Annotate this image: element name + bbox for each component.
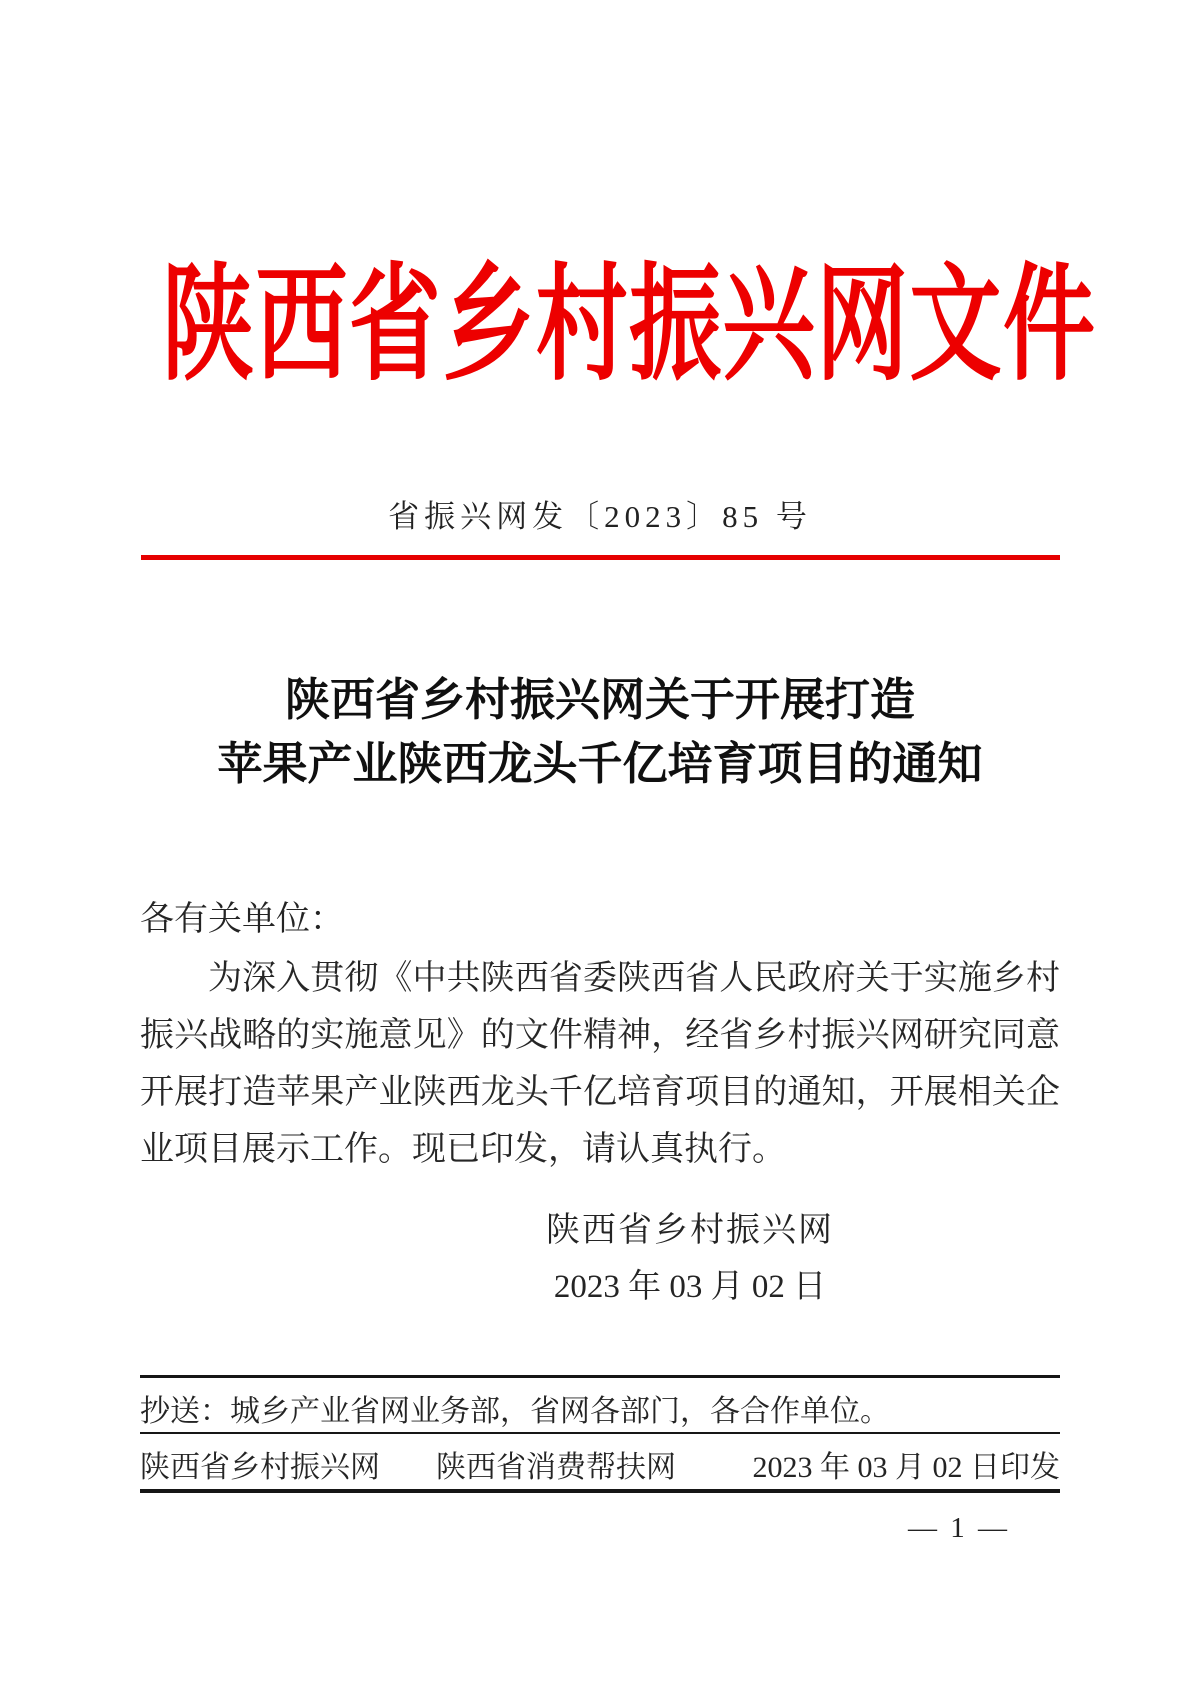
cc-recipients: 城乡产业省网业务部，省网各部门，各合作单位。 — [230, 1395, 890, 1428]
document-number: 省振兴网发〔2023〕85 号 — [388, 499, 812, 534]
footer-rule-bottom — [140, 1489, 1060, 1493]
masthead-title: 陕西省乡村振兴网文件 — [162, 257, 1097, 396]
issuer-org-secondary: 陕西省消费帮扶网 — [436, 1451, 676, 1484]
document-title-line-1: 陕西省乡村振兴网关于开展打造 — [284, 675, 915, 725]
footer-rule-middle — [140, 1432, 1060, 1434]
signature-block — [450, 1208, 930, 1310]
cc-line — [140, 1391, 1060, 1433]
signature-date: 2023 年 03 月 02 日 — [553, 1269, 827, 1305]
print-date: 2023 年 03 月 02 日印发 — [752, 1451, 1060, 1484]
body-paragraph: 为深入贯彻《中共陕西省委陕西省人民政府关于实施乡村振兴战略的实施意见》的文件精神，经省乡村振兴网研究同意开展打造苹果产业陕西龙头千亿培育项目的通知，开展相关企业项目展示工作。现已印发，请认真执行。 — [140, 960, 1060, 1168]
document-title-line-2: 苹果产业陕西龙头千亿培育项目的通知 — [217, 739, 983, 789]
issuer-row — [140, 1447, 1060, 1489]
salutation: 各有关单位： — [140, 901, 344, 938]
document-title — [0, 668, 1200, 796]
signature-organization: 陕西省乡村振兴网 — [546, 1212, 834, 1249]
footer-rule-top — [140, 1375, 1060, 1378]
cc-label: 抄送： — [140, 1395, 230, 1428]
issuer-org-primary: 陕西省乡村振兴网 — [140, 1451, 380, 1484]
page-number: — 1 — — [908, 1512, 1010, 1544]
red-divider-rule — [141, 555, 1060, 560]
